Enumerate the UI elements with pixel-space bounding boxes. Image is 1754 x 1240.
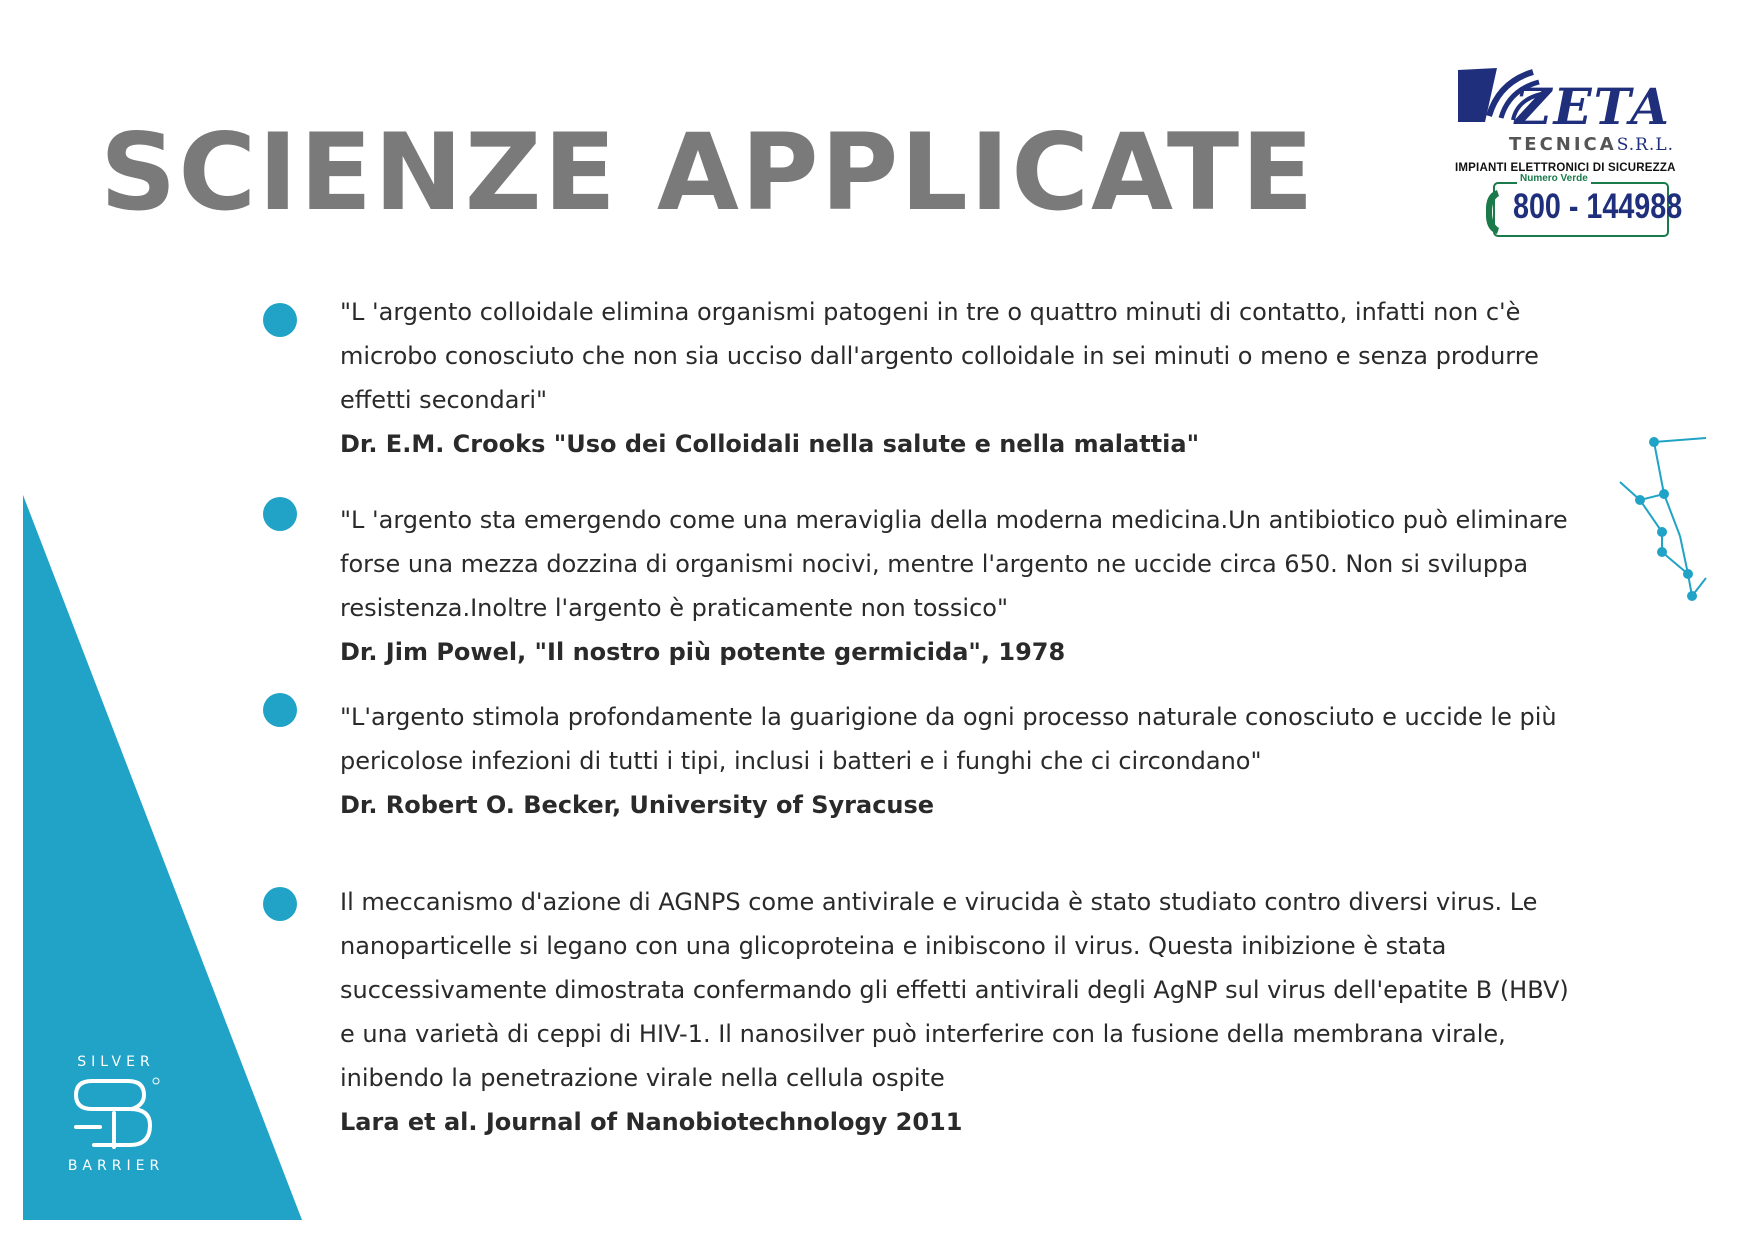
quote-block <box>340 498 1590 674</box>
phone-handset-icon <box>1483 188 1503 236</box>
quote-text: "L'argento stimola profondamente la guarigione da ogni processo naturale conosciuto e uccide le più pericolose infezioni di tutti i tipi, inclusi i batteri e i funghi che ci circondano" <box>340 703 1557 775</box>
logo-tecnica <box>1509 136 1674 154</box>
quote-text: "L 'argento sta emergendo come una meraviglia della moderna medicina.Un antibiotico può eliminare forse una mezza dozzina di organismi nocivi, mentre l'argento ne uccide circa 650. Non si sviluppa resistenza.Inoltre l'argento è praticamente non tossico" <box>340 506 1568 622</box>
bullet-icon <box>263 497 297 531</box>
quote-author: Dr. Robert O. Becker, University of Syracuse <box>340 791 935 819</box>
quote-block <box>340 695 1590 827</box>
bullet-icon <box>263 887 297 921</box>
logo-subtitle: IMPIANTI ELETTRONICI DI SICUREZZA <box>1455 162 1676 174</box>
logo-tecnica-word: TECNICA <box>1509 134 1617 155</box>
quote-block <box>340 880 1590 1144</box>
phone-number: 800 - 144988 <box>1513 187 1683 226</box>
logo-srl: S.R.L. <box>1616 135 1675 155</box>
quote-text: Il meccanismo d'azione di AGNPS come antivirale e virucida è stato studiato contro diversi virus. Le nanoparticelle si legano con una glicoproteina e inibiscono il virus. Questa inibizione è stata successivamente dimostrata confermando gli effetti antivirali degli AgNP sul virus dell'epatite B (HBV) e una varietà di ceppi di HIV-1. Il nanosilver può interferire con la fusione della membrana virale, inibendo la penetrazione virale nella cellula ospite <box>340 888 1569 1092</box>
quote-author: Lara et al. Journal of Nanobiotechnology 2011 <box>340 1108 963 1136</box>
brand-bottom-text: BARRIER <box>67 1158 165 1174</box>
page-title: SCIENZE APPLICATE <box>100 111 1316 234</box>
quote-text: "L 'argento colloidale elimina organismi patogeni in tre o quattro minuti di contatto, infatti non c'è microbo conosciuto che non sia ucciso dall'argento colloidale in sei minuti o meno e senza produrre effetti secondari" <box>340 298 1539 414</box>
silver-barrier-logo <box>66 1055 166 1173</box>
quote-block <box>340 290 1590 466</box>
logo-name: ZETA <box>1515 77 1671 136</box>
zeta-tecnica-logo <box>1455 62 1717 252</box>
sb-monogram-icon <box>70 1075 162 1153</box>
quote-author: Dr. Jim Powel, "Il nostro più potente germicida", 1978 <box>340 638 1066 666</box>
bullet-icon <box>263 303 297 337</box>
numero-verde-label: Numero Verde <box>1517 174 1591 184</box>
brand-top-text: SILVER <box>77 1054 155 1070</box>
quote-author: Dr. E.M. Crooks "Uso dei Colloidali nella salute e nella malattia" <box>340 430 1200 458</box>
bullet-icon <box>263 693 297 727</box>
molecule-network-icon <box>1618 428 1708 608</box>
